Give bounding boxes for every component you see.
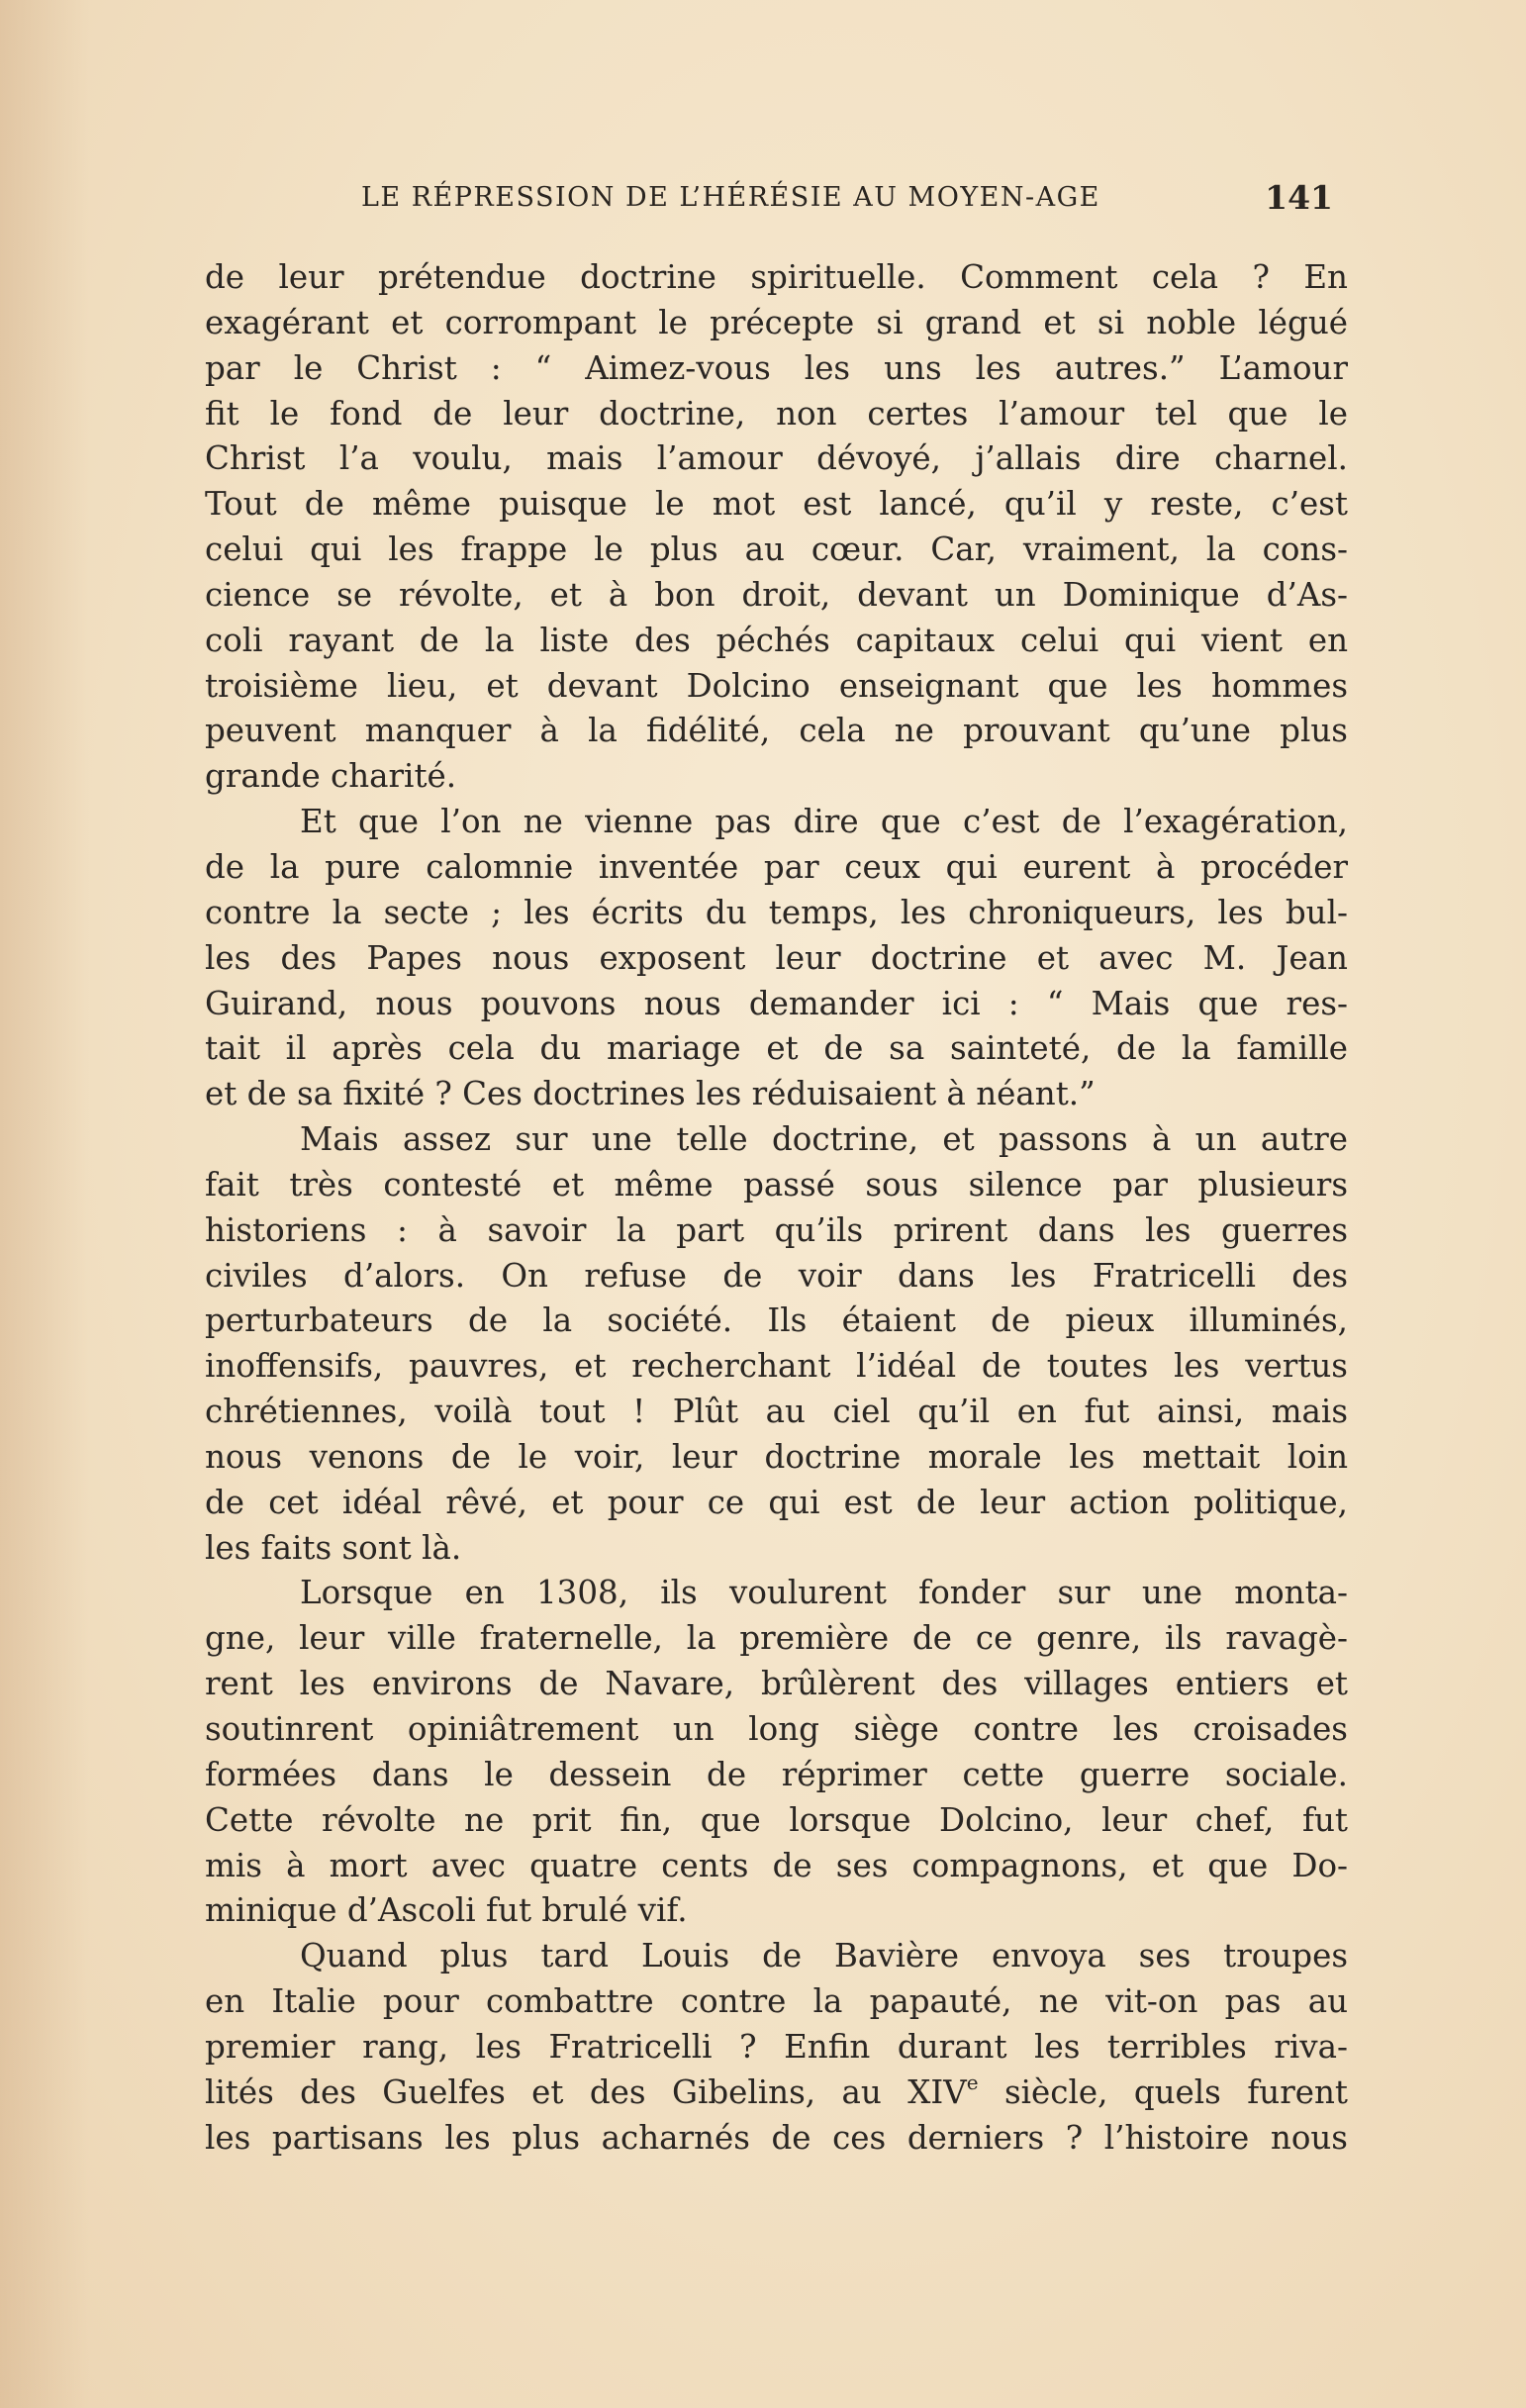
- text-line: chrétiennes, voilà tout ! Plût au ciel qu’il en fut ainsi, mais: [205, 1393, 1348, 1431]
- page-header: [203, 178, 1341, 222]
- text-line: premier rang, les Fratricelli ? Enfin durant les terribles riva-: [205, 2027, 1348, 2066]
- text-line: rent les environs de Navare, brûlèrent des villages entiers et: [205, 1665, 1348, 1703]
- text-line: Lorsque en 1308, ils voulurent fonder sur une monta-: [300, 1574, 1348, 1612]
- text-line: fit le fond de leur doctrine, non certes l’amour tel que le: [205, 394, 1348, 433]
- text-line: perturbateurs de la société. Ils étaient de pieux illuminés,: [205, 1301, 1348, 1340]
- text-line: Mais assez sur une telle doctrine, et passons à un autre: [300, 1120, 1348, 1159]
- text-line: et de sa fixité ? Ces doctrines les réduisaient à néant.”: [205, 1075, 1096, 1113]
- text-line: civiles d’alors. On refuse de voir dans les Fratricelli des: [205, 1256, 1348, 1295]
- paragraph: [205, 1934, 1348, 2161]
- text-line: Guirand, nous pouvons nous demander ici : “ Mais que res-: [205, 984, 1348, 1022]
- text-line: minique d’Ascoli fut brulé vif.: [205, 1891, 688, 1930]
- text-segment: siècle, quels furent: [978, 2072, 1348, 2111]
- text-line: celui qui les frappe le plus au cœur. Car, vraiment, la cons-: [205, 530, 1348, 569]
- text-line: cience se révolte, et à bon droit, devant un Dominique d’As-: [205, 575, 1348, 614]
- text-line: Cette révolte ne prit fin, que lorsque Dolcino, leur chef, fut: [205, 1800, 1348, 1839]
- paragraph: [205, 1571, 1348, 1934]
- text-line: tait il après cela du mariage et de sa sainteté, de la famille: [205, 1029, 1348, 1068]
- paragraph: [205, 800, 1348, 1117]
- text-line: inoffensifs, pauvres, et recherchant l’idéal de toutes les vertus: [205, 1347, 1348, 1386]
- text-line: coli rayant de la liste des péchés capitaux celui qui vient en: [205, 621, 1348, 659]
- text-line: les des Papes nous exposent leur doctrine et avec M. Jean: [205, 938, 1348, 977]
- paragraph: [205, 255, 1348, 800]
- text-line: troisième lieu, et devant Dolcino enseignant que les hommes: [205, 666, 1348, 705]
- text-line: nous venons de le voir, leur doctrine morale les mettait loin: [205, 1437, 1348, 1476]
- running-head: LE RÉPRESSION DE L’HÉRÉSIE AU MOYEN-AGE: [361, 182, 1100, 213]
- text-line: les partisans les plus acharnés de ces derniers ? l’histoire nous: [205, 2118, 1348, 2157]
- paragraph: [205, 1117, 1348, 1571]
- text-line: historiens : à savoir la part qu’ils prirent dans les guerres: [205, 1210, 1348, 1249]
- text-segment: lités des Guelfes et des Gibelins, au XIV: [205, 2072, 967, 2111]
- text-line: par le Christ : “ Aimez-vous les uns les autres.” L’amour: [205, 348, 1348, 387]
- text-line: de la pure calomnie inventée par ceux qui eurent à procéder: [205, 847, 1348, 886]
- text-line: contre la secte ; les écrits du temps, les chroniqueurs, les bul-: [205, 893, 1348, 931]
- text-line: grande charité.: [205, 757, 457, 796]
- text-line: les faits sont là.: [205, 1528, 462, 1567]
- page-edge-shadow: [0, 0, 89, 2408]
- page-number: 141: [1265, 178, 1333, 217]
- text-line: soutinrent opiniâtrement un long siège contre les croisades: [205, 1710, 1348, 1748]
- text-line: fait très contesté et même passé sous silence par plusieurs: [205, 1165, 1348, 1204]
- text-line: Christ l’a voulu, mais l’amour dévoyé, j’allais dire charnel.: [205, 439, 1348, 478]
- text-line: mis à mort avec quatre cents de ses compagnons, et que Do-: [205, 1846, 1348, 1884]
- body-text: [205, 255, 1348, 2161]
- text-line: Tout de même puisque le mot est lancé, qu’il y reste, c’est: [205, 485, 1348, 524]
- text-line: formées dans le dessein de réprimer cette guerre sociale.: [205, 1755, 1348, 1793]
- text-line: exagérant et corrompant le précepte si grand et si noble légué: [205, 303, 1348, 341]
- text-line: peuvent manquer à la fidélité, cela ne prouvant qu’une plus: [205, 712, 1348, 750]
- text-line: de cet idéal rêvé, et pour ce qui est de leur action politique,: [205, 1483, 1348, 1521]
- superscript: e: [966, 2070, 979, 2094]
- text-line: Et que l’on ne vienne pas dire que c’est de l’exagération,: [300, 803, 1348, 841]
- text-line: gne, leur ville fraternelle, la première de ce genre, ils ravagè-: [205, 1619, 1348, 1658]
- text-line: [205, 2071, 1348, 2116]
- text-line: Quand plus tard Louis de Bavière envoya ses troupes: [300, 1937, 1348, 1975]
- text-line: en Italie pour combattre contre la papauté, ne vit-on pas au: [205, 1982, 1348, 2021]
- text-line: de leur prétendue doctrine spirituelle. Comment cela ? En: [205, 258, 1348, 296]
